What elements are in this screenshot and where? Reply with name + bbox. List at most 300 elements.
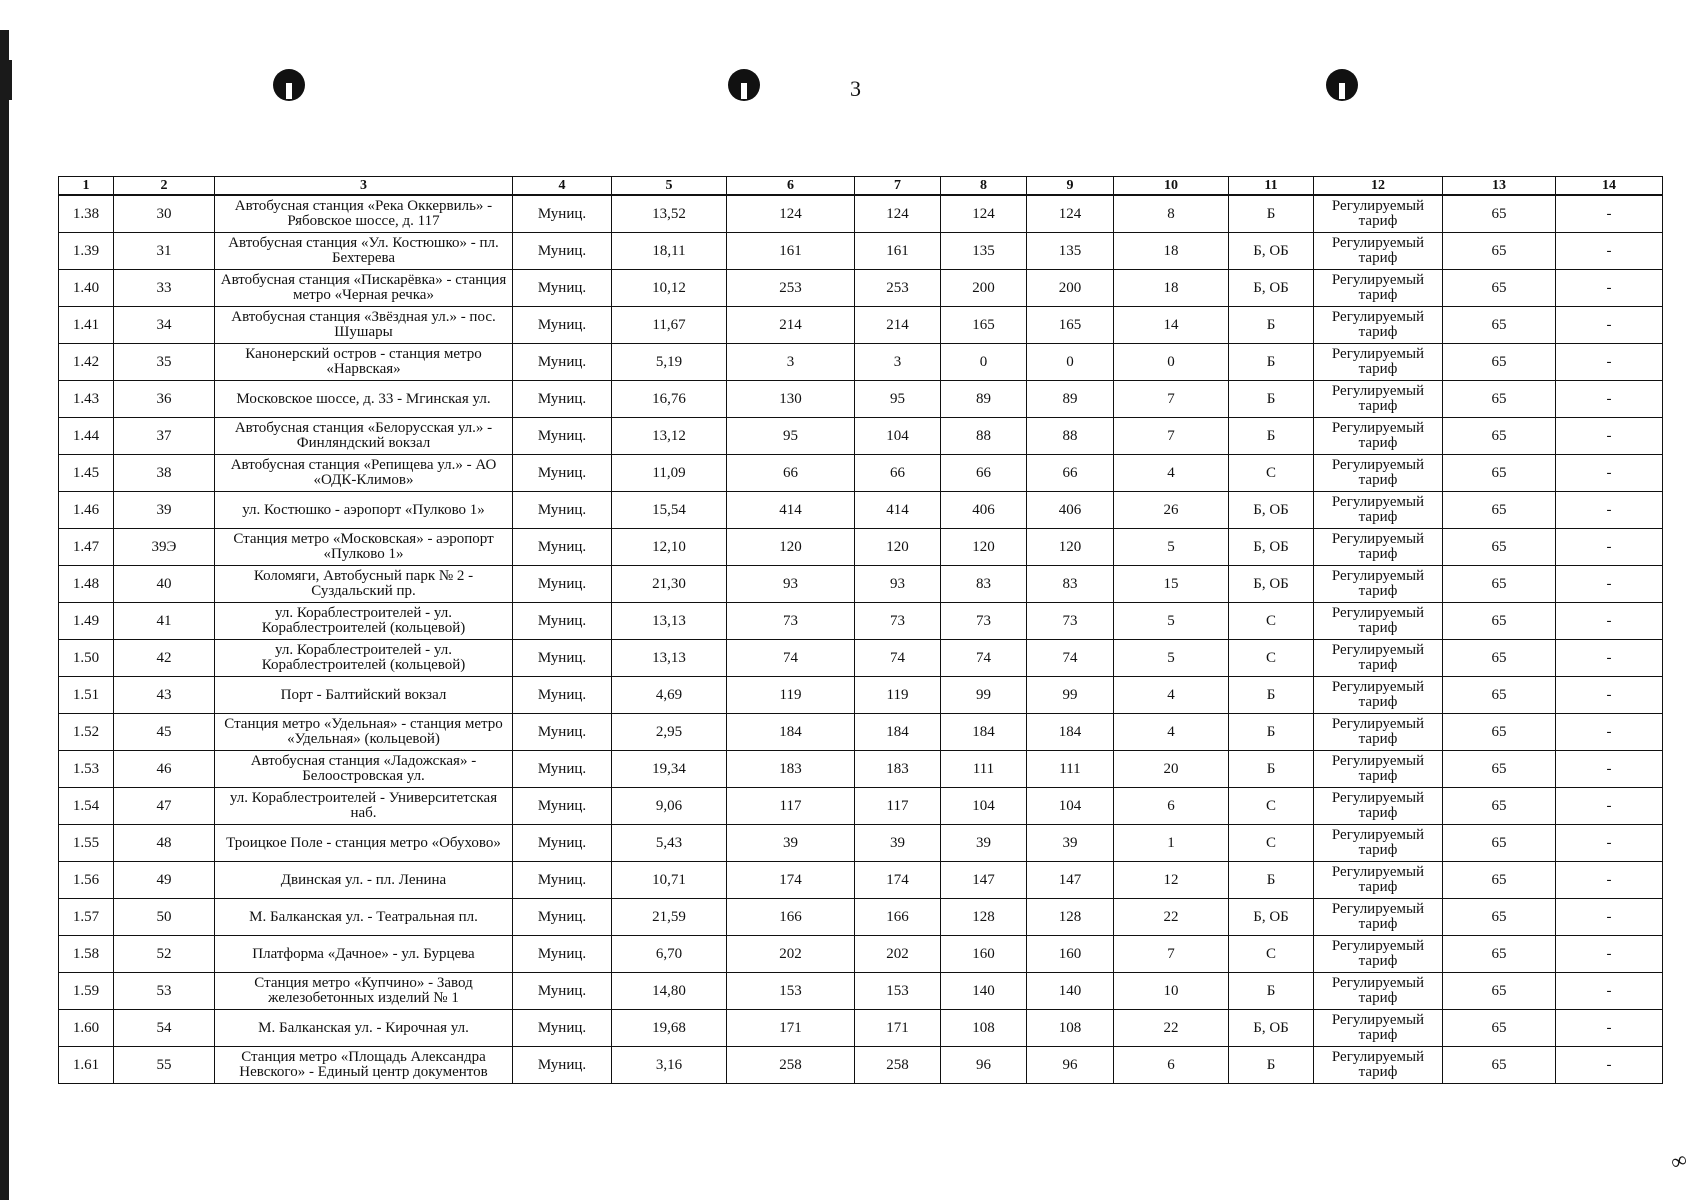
- carrier-type-cell: Муниц.: [513, 344, 612, 381]
- value-10-cell: 1: [1114, 825, 1229, 862]
- row-number-cell: 1.46: [59, 492, 114, 529]
- column-header-12: 12: [1314, 177, 1443, 196]
- vehicle-class-cell: С: [1229, 455, 1314, 492]
- tariff-type-cell: Регулируемый тариф: [1314, 788, 1443, 825]
- value-14-cell: -: [1556, 640, 1663, 677]
- value-10-cell: 4: [1114, 455, 1229, 492]
- value-8-cell: 88: [941, 418, 1027, 455]
- table-body: [59, 195, 1663, 1084]
- table-row: [59, 899, 1663, 936]
- value-8-cell: 124: [941, 195, 1027, 233]
- route-name-cell: Двинская ул. - пл. Ленина: [215, 862, 513, 899]
- value-13-cell: 65: [1443, 714, 1556, 751]
- value-9-cell: 89: [1027, 381, 1114, 418]
- vehicle-class-cell: Б, ОБ: [1229, 270, 1314, 307]
- value-14-cell: -: [1556, 1047, 1663, 1084]
- table-row: [59, 344, 1663, 381]
- tariff-type-cell: Регулируемый тариф: [1314, 270, 1443, 307]
- value-9-cell: 147: [1027, 862, 1114, 899]
- value-6-cell: 95: [727, 418, 855, 455]
- tariff-type-cell: Регулируемый тариф: [1314, 344, 1443, 381]
- value-14-cell: -: [1556, 603, 1663, 640]
- vehicle-class-cell: С: [1229, 788, 1314, 825]
- tariff-type-cell: Регулируемый тариф: [1314, 862, 1443, 899]
- value-7-cell: 117: [855, 788, 941, 825]
- route-length-cell: 5,19: [612, 344, 727, 381]
- value-10-cell: 26: [1114, 492, 1229, 529]
- carrier-type-cell: Муниц.: [513, 1010, 612, 1047]
- value-9-cell: 74: [1027, 640, 1114, 677]
- route-length-cell: 19,68: [612, 1010, 727, 1047]
- value-6-cell: 166: [727, 899, 855, 936]
- route-number-cell: 43: [114, 677, 215, 714]
- value-14-cell: -: [1556, 195, 1663, 233]
- row-number-cell: 1.38: [59, 195, 114, 233]
- value-13-cell: 65: [1443, 640, 1556, 677]
- value-6-cell: 119: [727, 677, 855, 714]
- route-name-cell: М. Балканская ул. - Кирочная ул.: [215, 1010, 513, 1047]
- vehicle-class-cell: Б: [1229, 862, 1314, 899]
- route-number-cell: 34: [114, 307, 215, 344]
- route-number-cell: 31: [114, 233, 215, 270]
- value-9-cell: 184: [1027, 714, 1114, 751]
- route-length-cell: 13,12: [612, 418, 727, 455]
- carrier-type-cell: Муниц.: [513, 233, 612, 270]
- value-7-cell: 124: [855, 195, 941, 233]
- column-header-14: 14: [1556, 177, 1663, 196]
- value-7-cell: 120: [855, 529, 941, 566]
- table-row: [59, 233, 1663, 270]
- value-7-cell: 153: [855, 973, 941, 1010]
- value-10-cell: 7: [1114, 936, 1229, 973]
- route-name-cell: ул. Кораблестроителей - ул. Кораблестроителей (кольцевой): [215, 640, 513, 677]
- route-number-cell: 38: [114, 455, 215, 492]
- value-14-cell: -: [1556, 566, 1663, 603]
- routes-register-table: [58, 176, 1663, 1084]
- value-6-cell: 120: [727, 529, 855, 566]
- value-10-cell: 15: [1114, 566, 1229, 603]
- route-length-cell: 11,67: [612, 307, 727, 344]
- value-8-cell: 96: [941, 1047, 1027, 1084]
- row-number-cell: 1.49: [59, 603, 114, 640]
- table-row: [59, 751, 1663, 788]
- table-row: [59, 603, 1663, 640]
- value-7-cell: 414: [855, 492, 941, 529]
- carrier-type-cell: Муниц.: [513, 862, 612, 899]
- value-13-cell: 65: [1443, 418, 1556, 455]
- value-6-cell: 184: [727, 714, 855, 751]
- vehicle-class-cell: Б: [1229, 1047, 1314, 1084]
- tariff-type-cell: Регулируемый тариф: [1314, 714, 1443, 751]
- route-number-cell: 48: [114, 825, 215, 862]
- route-length-cell: 3,16: [612, 1047, 727, 1084]
- value-9-cell: 135: [1027, 233, 1114, 270]
- carrier-type-cell: Муниц.: [513, 566, 612, 603]
- route-length-cell: 12,10: [612, 529, 727, 566]
- carrier-type-cell: Муниц.: [513, 307, 612, 344]
- row-number-cell: 1.50: [59, 640, 114, 677]
- row-number-cell: 1.53: [59, 751, 114, 788]
- value-14-cell: -: [1556, 825, 1663, 862]
- value-6-cell: 39: [727, 825, 855, 862]
- value-8-cell: 108: [941, 1010, 1027, 1047]
- value-10-cell: 5: [1114, 640, 1229, 677]
- value-14-cell: -: [1556, 751, 1663, 788]
- value-14-cell: -: [1556, 418, 1663, 455]
- value-9-cell: 165: [1027, 307, 1114, 344]
- tariff-type-cell: Регулируемый тариф: [1314, 640, 1443, 677]
- route-name-cell: ул. Кораблестроителей - ул. Кораблестроителей (кольцевой): [215, 603, 513, 640]
- route-length-cell: 2,95: [612, 714, 727, 751]
- column-header-4: 4: [513, 177, 612, 196]
- value-10-cell: 0: [1114, 344, 1229, 381]
- value-9-cell: 73: [1027, 603, 1114, 640]
- tariff-type-cell: Регулируемый тариф: [1314, 825, 1443, 862]
- table-row: [59, 788, 1663, 825]
- punch-hole-center-icon: [727, 68, 761, 102]
- value-8-cell: 135: [941, 233, 1027, 270]
- punch-hole-left-icon: [272, 68, 306, 102]
- route-name-cell: Канонерский остров - станция метро «Нарвская»: [215, 344, 513, 381]
- vehicle-class-cell: Б: [1229, 344, 1314, 381]
- value-8-cell: 0: [941, 344, 1027, 381]
- route-length-cell: 10,12: [612, 270, 727, 307]
- vehicle-class-cell: Б: [1229, 418, 1314, 455]
- route-number-cell: 52: [114, 936, 215, 973]
- carrier-type-cell: Муниц.: [513, 381, 612, 418]
- value-9-cell: 104: [1027, 788, 1114, 825]
- header-row: [59, 177, 1663, 196]
- value-10-cell: 7: [1114, 381, 1229, 418]
- route-name-cell: Московское шоссе, д. 33 - Мгинская ул.: [215, 381, 513, 418]
- carrier-type-cell: Муниц.: [513, 418, 612, 455]
- value-8-cell: 89: [941, 381, 1027, 418]
- value-6-cell: 93: [727, 566, 855, 603]
- value-7-cell: 119: [855, 677, 941, 714]
- tariff-type-cell: Регулируемый тариф: [1314, 751, 1443, 788]
- tariff-type-cell: Регулируемый тариф: [1314, 529, 1443, 566]
- table-row: [59, 195, 1663, 233]
- value-9-cell: 0: [1027, 344, 1114, 381]
- route-name-cell: ул. Кораблестроителей - Университетская наб.: [215, 788, 513, 825]
- route-number-cell: 55: [114, 1047, 215, 1084]
- value-14-cell: -: [1556, 344, 1663, 381]
- route-name-cell: Автобусная станция «Река Оккервиль» - Рябовское шоссе, д. 117: [215, 195, 513, 233]
- column-header-8: 8: [941, 177, 1027, 196]
- route-number-cell: 40: [114, 566, 215, 603]
- value-13-cell: 65: [1443, 899, 1556, 936]
- value-8-cell: 165: [941, 307, 1027, 344]
- table-row: [59, 936, 1663, 973]
- route-number-cell: 37: [114, 418, 215, 455]
- value-13-cell: 65: [1443, 529, 1556, 566]
- value-8-cell: 104: [941, 788, 1027, 825]
- route-name-cell: Автобусная станция «Звёздная ул.» - пос. Шушары: [215, 307, 513, 344]
- tariff-type-cell: Регулируемый тариф: [1314, 936, 1443, 973]
- route-number-cell: 45: [114, 714, 215, 751]
- route-name-cell: Троицкое Поле - станция метро «Обухово»: [215, 825, 513, 862]
- value-10-cell: 14: [1114, 307, 1229, 344]
- vehicle-class-cell: С: [1229, 640, 1314, 677]
- page-number: 3: [850, 76, 861, 101]
- value-10-cell: 6: [1114, 788, 1229, 825]
- value-8-cell: 147: [941, 862, 1027, 899]
- tariff-type-cell: Регулируемый тариф: [1314, 492, 1443, 529]
- value-13-cell: 65: [1443, 751, 1556, 788]
- route-length-cell: 19,34: [612, 751, 727, 788]
- value-6-cell: 153: [727, 973, 855, 1010]
- value-7-cell: 166: [855, 899, 941, 936]
- value-13-cell: 65: [1443, 1047, 1556, 1084]
- value-8-cell: 406: [941, 492, 1027, 529]
- table-row: [59, 1010, 1663, 1047]
- row-number-cell: 1.51: [59, 677, 114, 714]
- value-7-cell: 73: [855, 603, 941, 640]
- route-length-cell: 13,13: [612, 640, 727, 677]
- value-6-cell: 214: [727, 307, 855, 344]
- value-6-cell: 3: [727, 344, 855, 381]
- table-row: [59, 418, 1663, 455]
- route-name-cell: Станция метро «Московская» - аэропорт «Пулково 1»: [215, 529, 513, 566]
- row-number-cell: 1.61: [59, 1047, 114, 1084]
- route-number-cell: 49: [114, 862, 215, 899]
- route-length-cell: 21,59: [612, 899, 727, 936]
- table-row: [59, 640, 1663, 677]
- value-14-cell: -: [1556, 381, 1663, 418]
- tariff-type-cell: Регулируемый тариф: [1314, 973, 1443, 1010]
- tariff-type-cell: Регулируемый тариф: [1314, 455, 1443, 492]
- table-row: [59, 492, 1663, 529]
- value-13-cell: 65: [1443, 677, 1556, 714]
- tariff-type-cell: Регулируемый тариф: [1314, 195, 1443, 233]
- value-7-cell: 258: [855, 1047, 941, 1084]
- value-10-cell: 12: [1114, 862, 1229, 899]
- carrier-type-cell: Муниц.: [513, 751, 612, 788]
- value-14-cell: -: [1556, 936, 1663, 973]
- route-name-cell: Платформа «Дачное» - ул. Бурцева: [215, 936, 513, 973]
- route-number-cell: 47: [114, 788, 215, 825]
- scan-left-edge-mark: [9, 60, 12, 100]
- value-8-cell: 66: [941, 455, 1027, 492]
- vehicle-class-cell: Б, ОБ: [1229, 233, 1314, 270]
- value-9-cell: 124: [1027, 195, 1114, 233]
- value-8-cell: 200: [941, 270, 1027, 307]
- route-length-cell: 9,06: [612, 788, 727, 825]
- vehicle-class-cell: Б, ОБ: [1229, 899, 1314, 936]
- row-number-cell: 1.56: [59, 862, 114, 899]
- route-length-cell: 13,52: [612, 195, 727, 233]
- tariff-type-cell: Регулируемый тариф: [1314, 566, 1443, 603]
- value-7-cell: 202: [855, 936, 941, 973]
- value-9-cell: 39: [1027, 825, 1114, 862]
- value-10-cell: 22: [1114, 1010, 1229, 1047]
- route-number-cell: 42: [114, 640, 215, 677]
- tariff-type-cell: Регулируемый тариф: [1314, 381, 1443, 418]
- scan-left-edge: [0, 30, 9, 1200]
- row-number-cell: 1.48: [59, 566, 114, 603]
- value-10-cell: 8: [1114, 195, 1229, 233]
- table-row: [59, 1047, 1663, 1084]
- value-6-cell: 171: [727, 1010, 855, 1047]
- column-header-2: 2: [114, 177, 215, 196]
- value-9-cell: 200: [1027, 270, 1114, 307]
- value-6-cell: 174: [727, 862, 855, 899]
- route-number-cell: 53: [114, 973, 215, 1010]
- vehicle-class-cell: Б: [1229, 973, 1314, 1010]
- column-header-13: 13: [1443, 177, 1556, 196]
- column-header-9: 9: [1027, 177, 1114, 196]
- column-header-11: 11: [1229, 177, 1314, 196]
- value-10-cell: 6: [1114, 1047, 1229, 1084]
- table-row: [59, 307, 1663, 344]
- route-number-cell: 35: [114, 344, 215, 381]
- value-13-cell: 65: [1443, 344, 1556, 381]
- value-7-cell: 95: [855, 381, 941, 418]
- route-name-cell: Станция метро «Удельная» - станция метро «Удельная» (кольцевой): [215, 714, 513, 751]
- route-number-cell: 36: [114, 381, 215, 418]
- value-13-cell: 65: [1443, 307, 1556, 344]
- value-13-cell: 65: [1443, 1010, 1556, 1047]
- value-7-cell: 74: [855, 640, 941, 677]
- vehicle-class-cell: Б: [1229, 714, 1314, 751]
- value-13-cell: 65: [1443, 492, 1556, 529]
- value-9-cell: 66: [1027, 455, 1114, 492]
- table-row: [59, 677, 1663, 714]
- value-6-cell: 161: [727, 233, 855, 270]
- carrier-type-cell: Муниц.: [513, 529, 612, 566]
- value-9-cell: 108: [1027, 1010, 1114, 1047]
- value-10-cell: 4: [1114, 714, 1229, 751]
- table-row: [59, 973, 1663, 1010]
- vehicle-class-cell: Б: [1229, 677, 1314, 714]
- table-row: [59, 529, 1663, 566]
- table-row: [59, 862, 1663, 899]
- value-9-cell: 128: [1027, 899, 1114, 936]
- column-header-6: 6: [727, 177, 855, 196]
- value-13-cell: 65: [1443, 566, 1556, 603]
- route-name-cell: Автобусная станция «Репищева ул.» - АО «ОДК-Климов»: [215, 455, 513, 492]
- tariff-type-cell: Регулируемый тариф: [1314, 1010, 1443, 1047]
- route-number-cell: 30: [114, 195, 215, 233]
- carrier-type-cell: Муниц.: [513, 603, 612, 640]
- value-13-cell: 65: [1443, 233, 1556, 270]
- row-number-cell: 1.52: [59, 714, 114, 751]
- value-7-cell: 174: [855, 862, 941, 899]
- table-row: [59, 381, 1663, 418]
- value-10-cell: 5: [1114, 603, 1229, 640]
- route-number-cell: 41: [114, 603, 215, 640]
- value-13-cell: 65: [1443, 825, 1556, 862]
- vehicle-class-cell: Б: [1229, 195, 1314, 233]
- route-name-cell: Станция метро «Площадь Александра Невского» - Единый центр документов: [215, 1047, 513, 1084]
- value-9-cell: 140: [1027, 973, 1114, 1010]
- value-10-cell: 7: [1114, 418, 1229, 455]
- value-6-cell: 73: [727, 603, 855, 640]
- carrier-type-cell: Муниц.: [513, 492, 612, 529]
- row-number-cell: 1.55: [59, 825, 114, 862]
- value-10-cell: 10: [1114, 973, 1229, 1010]
- vehicle-class-cell: С: [1229, 936, 1314, 973]
- column-header-1: 1: [59, 177, 114, 196]
- value-6-cell: 202: [727, 936, 855, 973]
- value-7-cell: 161: [855, 233, 941, 270]
- value-6-cell: 124: [727, 195, 855, 233]
- value-13-cell: 65: [1443, 862, 1556, 899]
- value-13-cell: 65: [1443, 788, 1556, 825]
- vehicle-class-cell: С: [1229, 603, 1314, 640]
- route-length-cell: 21,30: [612, 566, 727, 603]
- value-13-cell: 65: [1443, 381, 1556, 418]
- tariff-type-cell: Регулируемый тариф: [1314, 307, 1443, 344]
- value-14-cell: -: [1556, 492, 1663, 529]
- row-number-cell: 1.40: [59, 270, 114, 307]
- vehicle-class-cell: Б, ОБ: [1229, 1010, 1314, 1047]
- value-10-cell: 5: [1114, 529, 1229, 566]
- value-8-cell: 83: [941, 566, 1027, 603]
- value-14-cell: -: [1556, 899, 1663, 936]
- value-9-cell: 111: [1027, 751, 1114, 788]
- row-number-cell: 1.58: [59, 936, 114, 973]
- vehicle-class-cell: Б: [1229, 307, 1314, 344]
- value-8-cell: 39: [941, 825, 1027, 862]
- row-number-cell: 1.54: [59, 788, 114, 825]
- route-name-cell: Автобусная станция «Ладожская» - Белоостровская ул.: [215, 751, 513, 788]
- route-number-cell: 33: [114, 270, 215, 307]
- row-number-cell: 1.45: [59, 455, 114, 492]
- row-number-cell: 1.42: [59, 344, 114, 381]
- tariff-type-cell: Регулируемый тариф: [1314, 233, 1443, 270]
- column-header-7: 7: [855, 177, 941, 196]
- carrier-type-cell: Муниц.: [513, 677, 612, 714]
- value-8-cell: 184: [941, 714, 1027, 751]
- route-number-cell: 39Э: [114, 529, 215, 566]
- route-length-cell: 6,70: [612, 936, 727, 973]
- value-13-cell: 65: [1443, 455, 1556, 492]
- route-number-cell: 50: [114, 899, 215, 936]
- carrier-type-cell: Муниц.: [513, 455, 612, 492]
- value-8-cell: 74: [941, 640, 1027, 677]
- value-7-cell: 214: [855, 307, 941, 344]
- value-14-cell: -: [1556, 714, 1663, 751]
- row-number-cell: 1.60: [59, 1010, 114, 1047]
- value-13-cell: 65: [1443, 973, 1556, 1010]
- route-name-cell: Автобусная станция «Ул. Костюшко» - пл. Бехтерева: [215, 233, 513, 270]
- value-9-cell: 406: [1027, 492, 1114, 529]
- value-9-cell: 160: [1027, 936, 1114, 973]
- table-row: [59, 566, 1663, 603]
- carrier-type-cell: Муниц.: [513, 195, 612, 233]
- value-8-cell: 128: [941, 899, 1027, 936]
- route-number-cell: 54: [114, 1010, 215, 1047]
- vehicle-class-cell: Б, ОБ: [1229, 529, 1314, 566]
- value-14-cell: -: [1556, 973, 1663, 1010]
- carrier-type-cell: Муниц.: [513, 899, 612, 936]
- value-10-cell: 20: [1114, 751, 1229, 788]
- value-8-cell: 73: [941, 603, 1027, 640]
- route-length-cell: 15,54: [612, 492, 727, 529]
- value-7-cell: 104: [855, 418, 941, 455]
- value-6-cell: 117: [727, 788, 855, 825]
- vehicle-class-cell: Б: [1229, 381, 1314, 418]
- value-6-cell: 66: [727, 455, 855, 492]
- value-14-cell: -: [1556, 233, 1663, 270]
- value-8-cell: 120: [941, 529, 1027, 566]
- route-length-cell: 4,69: [612, 677, 727, 714]
- value-7-cell: 66: [855, 455, 941, 492]
- route-length-cell: 16,76: [612, 381, 727, 418]
- value-6-cell: 183: [727, 751, 855, 788]
- value-14-cell: -: [1556, 529, 1663, 566]
